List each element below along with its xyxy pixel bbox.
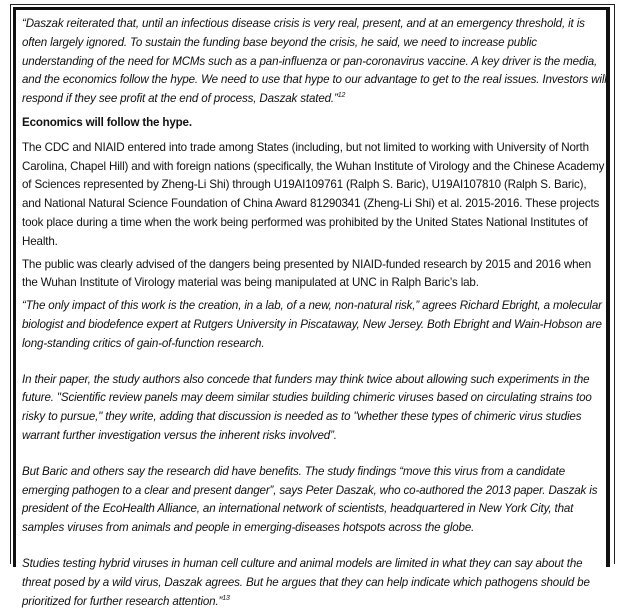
paragraph-study-authors: In their paper, the study authors also concede that funders may think twice about allowing such experiments in the future. "Scientific review panels may deem similar studies building chimeric viruses based on circulating strains too risky to pursue," they write, adding that discussion is needed as to "whether these types of chimeric virus studies warrant further investigation versus the inherent risks involved”. (22, 372, 592, 442)
paragraph-hybrid-viruses (22, 555, 607, 611)
paragraph-text: “Daszak reiterated that, until an infectious disease crisis is very real, present, and at an emergency threshold, it is often largely ignored. To sustain the funding base beyond the crisis, he said, we need to increase public understanding of the need for MCMs such as a pan-influenza or pan-coronavirus vaccine. A key driver is the media, and the economics follow the hype. We need to use that hype to our advantage to get to the real issues. Investors will respond if they see profit at the end of process, Daszak stated.” (22, 17, 607, 106)
quote-ebright: “The only impact of this work is the creation, in a lab, of a new, non-natural risk,” agrees Richard Ebright, a molecular biologist and biodefence expert at Rutgers University in Piscataway, New Jersey. Both Ebright and Wain-Hobson are long-standing critics of gain-of-function research. (22, 299, 602, 350)
footnote-ref-13[interactable]: 13 (222, 594, 230, 602)
quote-daszak-hype (22, 15, 607, 109)
paragraph-cdc-niaid-grants: The CDC and NIAID entered into trade among States (including, but not limited to working with University of North Carolina, Chapel Hill) and with foreign nations (specifically, the Wuhan Institute of Virology and the Chinese Academy of Sciences represented by Zheng-Li Shi) through U19AI109761 (Ralph S. Baric), U19AI107810 (Ralph S. Baric), and National Natural Science Foundation of China Award 81290341 (Zheng-Li Shi) et al. 2015-2016. These projects took place during a time when the work being performed was prohibited by the United States National Institutes of Health. (22, 140, 605, 248)
footnote-ref-12[interactable]: 12 (337, 92, 346, 100)
section-heading: Economics will follow the hype. (22, 115, 192, 129)
paragraph-public-advised: The public was clearly advised of the dangers being presented by NIAID-funded research by 2015 and 2016 when the Wuhan Institute of Virology material was being manipulated at UNC in Ralph Baric’s lab. (22, 257, 592, 290)
document-body (22, 15, 607, 611)
paragraph-baric-benefits: But Baric and others say the research did have benefits. The study findings “move this virus from a candidate emerging pathogen to a clear and present danger”, says Peter Daszak, who co-authored the 2013 paper. Daszak is president of the EcoHealth Alliance, an international network of scientists, headquartered in New York City, that samples viruses from animals and people in emerging-diseases hotspots across the globe. (22, 464, 598, 535)
paragraph-text: Studies testing hybrid viruses in human cell culture and animal models are limited in what they can say about the threat posed by a wild virus, Daszak agrees. But he argues that they can help indicate which pathogens should be prioritized for further research attention.” (22, 556, 590, 608)
